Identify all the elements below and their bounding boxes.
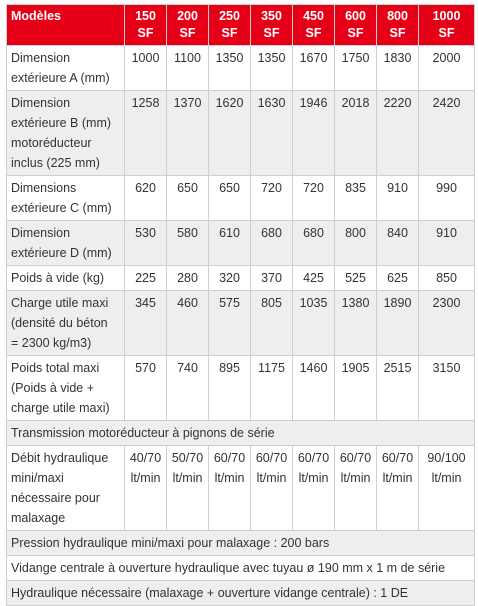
cell-value: 1905 — [335, 356, 377, 421]
label-line: (densité du béton — [11, 316, 108, 330]
cell-value: 3150 — [419, 356, 475, 421]
header-model-number: 450 — [303, 9, 324, 23]
cell-value: 1350 — [251, 46, 293, 91]
cell-value: 2420 — [419, 91, 475, 176]
label-line: Débit hydraulique — [11, 451, 109, 465]
cell-value: 2515 — [377, 356, 419, 421]
row-dimension-a — [7, 46, 475, 91]
cell-value — [209, 446, 251, 531]
label-line: (Poids à vide + — [11, 381, 95, 395]
label-line: inclus (225 mm) — [11, 156, 100, 170]
label-line: Dimension — [11, 226, 71, 240]
header-model-unit: SF — [221, 26, 238, 40]
cell-value: 460 — [167, 291, 209, 356]
row-empty-weight — [7, 266, 475, 291]
label-line: malaxage — [11, 511, 66, 525]
label-line: motoréducteur — [11, 136, 92, 150]
cell-value: 425 — [293, 266, 335, 291]
cell-value: 1175 — [251, 356, 293, 421]
cell-value: 225 — [125, 266, 167, 291]
header-model — [251, 5, 293, 46]
header-model-unit: SF — [438, 26, 455, 40]
label-line: extérieure A (mm) — [11, 71, 110, 85]
cell-value: 680 — [293, 221, 335, 266]
flow-unit: lt/min — [214, 471, 245, 485]
cell-value: 1000 — [125, 46, 167, 91]
header-model-number: 200 — [177, 9, 198, 23]
cell-value: 530 — [125, 221, 167, 266]
cell-value — [125, 446, 167, 531]
cell-value — [167, 446, 209, 531]
label-line: Dimensions — [11, 181, 77, 195]
flow-range: 60/70 — [213, 451, 246, 465]
transmission-note: Transmission motoréducteur à pignons de série — [7, 421, 475, 446]
header-model-unit: SF — [263, 26, 280, 40]
cell-value: 910 — [419, 221, 475, 266]
header-models-label: Modèles — [7, 5, 125, 46]
row-label — [7, 291, 125, 356]
cell-value: 575 — [209, 291, 251, 356]
header-model-unit: SF — [137, 26, 154, 40]
cell-value: 1630 — [251, 91, 293, 176]
flow-range: 90/100 — [427, 451, 466, 465]
header-model-unit: SF — [305, 26, 322, 40]
cell-value: 1100 — [167, 46, 209, 91]
cell-value: 1035 — [293, 291, 335, 356]
spec-table — [6, 4, 475, 606]
cell-value: 740 — [167, 356, 209, 421]
cell-value: 2000 — [419, 46, 475, 91]
header-model — [293, 5, 335, 46]
cell-value: 2018 — [335, 91, 377, 176]
flow-unit: lt/min — [172, 471, 203, 485]
cell-value: 1620 — [209, 91, 251, 176]
header-model-unit: SF — [389, 26, 406, 40]
flow-range: 60/70 — [297, 451, 330, 465]
flow-range: 40/70 — [129, 451, 162, 465]
cell-value: 680 — [251, 221, 293, 266]
cell-value: 800 — [335, 221, 377, 266]
header-model-unit: SF — [179, 26, 196, 40]
cell-value: 1890 — [377, 291, 419, 356]
row-label — [7, 446, 125, 531]
label-line: extérieure D (mm) — [11, 246, 112, 260]
drain-note: Vidange centrale à ouverture hydraulique avec tuyau ø 190 mm x 1 m de série — [7, 556, 475, 581]
cell-value: 1670 — [293, 46, 335, 91]
row-label — [7, 356, 125, 421]
cell-value: 1946 — [293, 91, 335, 176]
cell-value: 280 — [167, 266, 209, 291]
header-model — [209, 5, 251, 46]
hydraulic-required-note: Hydraulique nécessaire (malaxage + ouverture vidange centrale) : 1 DE — [7, 581, 475, 606]
cell-value: 1830 — [377, 46, 419, 91]
header-model-number: 150 — [135, 9, 156, 23]
cell-value: 580 — [167, 221, 209, 266]
row-label — [7, 46, 125, 91]
row-dimension-d — [7, 221, 475, 266]
flow-range: 60/70 — [339, 451, 372, 465]
row-label — [7, 91, 125, 176]
label-line: nécessaire pour — [11, 491, 100, 505]
flow-range: 50/70 — [171, 451, 204, 465]
cell-value — [335, 446, 377, 531]
header-model — [167, 5, 209, 46]
cell-value: 1460 — [293, 356, 335, 421]
cell-value: 525 — [335, 266, 377, 291]
row-hydraulic-required — [7, 581, 475, 606]
label-line: extérieure B (mm) — [11, 116, 112, 130]
cell-value: 1350 — [209, 46, 251, 91]
cell-value: 850 — [419, 266, 475, 291]
row-hydraulic-flow — [7, 446, 475, 531]
label-line: extérieure C (mm) — [11, 201, 112, 215]
label-line: mini/maxi — [11, 471, 64, 485]
cell-value: 835 — [335, 176, 377, 221]
flow-unit: lt/min — [340, 471, 371, 485]
cell-value: 620 — [125, 176, 167, 221]
cell-value: 1370 — [167, 91, 209, 176]
header-model — [377, 5, 419, 46]
flow-unit: lt/min — [298, 471, 329, 485]
cell-value — [419, 446, 475, 531]
cell-value: 720 — [293, 176, 335, 221]
label-line: Poids total maxi — [11, 361, 100, 375]
header-model — [419, 5, 475, 46]
label-line: charge utile maxi) — [11, 401, 110, 415]
label-line: Poids à vide (kg) — [11, 271, 105, 285]
flow-unit: lt/min — [130, 471, 161, 485]
cell-value: 610 — [209, 221, 251, 266]
cell-value: 570 — [125, 356, 167, 421]
cell-value: 720 — [251, 176, 293, 221]
cell-value: 650 — [209, 176, 251, 221]
flow-unit: lt/min — [431, 471, 462, 485]
label-line: = 2300 kg/m3) — [11, 336, 92, 350]
row-dimension-b — [7, 91, 475, 176]
row-transmission — [7, 421, 475, 446]
header-model — [125, 5, 167, 46]
header-row — [7, 5, 475, 46]
flow-range: 60/70 — [255, 451, 288, 465]
flow-unit: lt/min — [382, 471, 413, 485]
header-model-number: 600 — [345, 9, 366, 23]
row-max-total-weight — [7, 356, 475, 421]
cell-value: 840 — [377, 221, 419, 266]
row-label — [7, 266, 125, 291]
row-max-payload — [7, 291, 475, 356]
cell-value: 910 — [377, 176, 419, 221]
label-line: Dimension — [11, 51, 71, 65]
cell-value: 650 — [167, 176, 209, 221]
header-model-unit: SF — [347, 26, 364, 40]
row-label — [7, 176, 125, 221]
flow-range: 60/70 — [381, 451, 414, 465]
row-dimension-c — [7, 176, 475, 221]
cell-value: 1380 — [335, 291, 377, 356]
cell-value: 895 — [209, 356, 251, 421]
cell-value — [377, 446, 419, 531]
cell-value: 990 — [419, 176, 475, 221]
row-label — [7, 221, 125, 266]
label-line: Dimension — [11, 96, 71, 110]
flow-unit: lt/min — [256, 471, 287, 485]
cell-value: 2220 — [377, 91, 419, 176]
row-central-drain — [7, 556, 475, 581]
cell-value: 320 — [209, 266, 251, 291]
cell-value: 370 — [251, 266, 293, 291]
label-line: Charge utile maxi — [11, 296, 109, 310]
header-model-number: 1000 — [432, 9, 461, 23]
cell-value: 345 — [125, 291, 167, 356]
cell-value — [251, 446, 293, 531]
cell-value: 1258 — [125, 91, 167, 176]
header-model-number: 350 — [261, 9, 282, 23]
header-model — [335, 5, 377, 46]
cell-value: 625 — [377, 266, 419, 291]
pressure-note: Pression hydraulique mini/maxi pour malaxage : 200 bars — [7, 531, 475, 556]
cell-value — [293, 446, 335, 531]
cell-value: 1750 — [335, 46, 377, 91]
cell-value: 2300 — [419, 291, 475, 356]
header-model-number: 250 — [219, 9, 240, 23]
header-model-number: 800 — [387, 9, 408, 23]
cell-value: 805 — [251, 291, 293, 356]
